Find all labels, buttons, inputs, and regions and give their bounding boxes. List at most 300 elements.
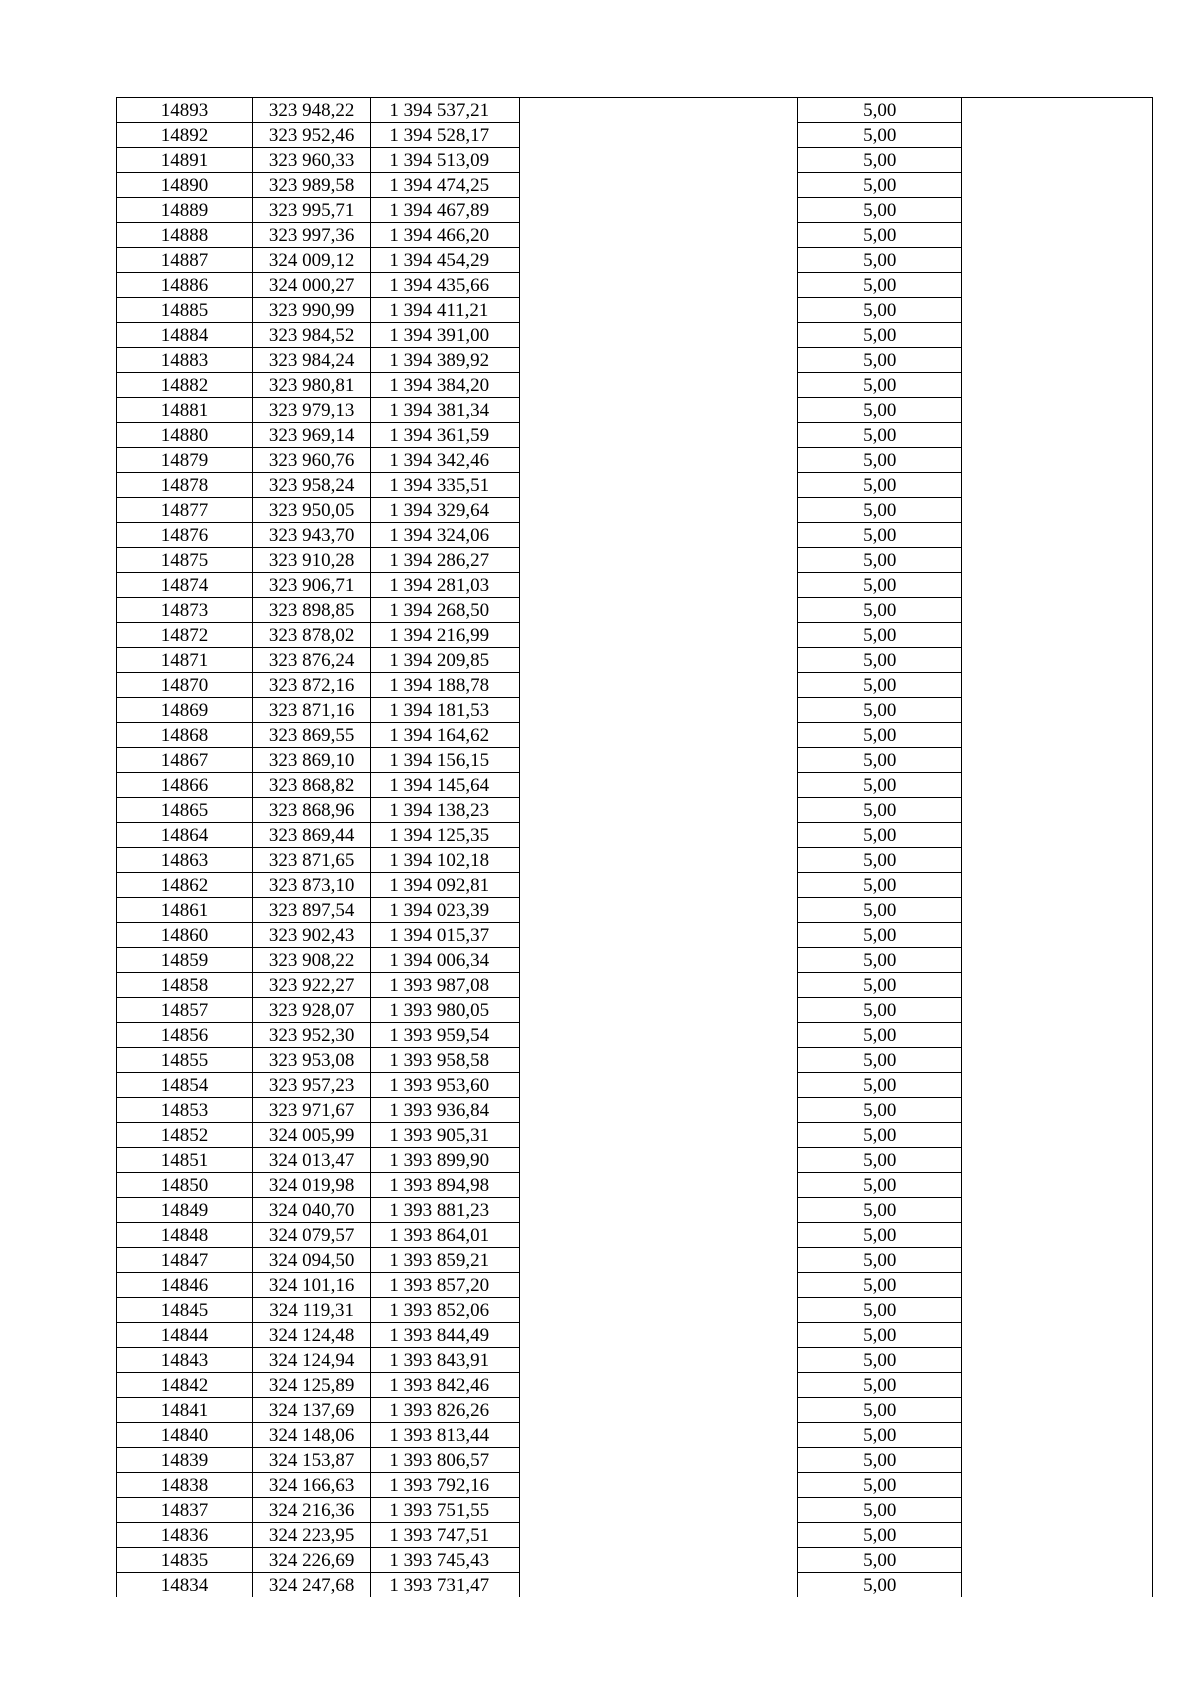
- point-id-cell: 14884: [117, 323, 253, 348]
- empty-cell: [961, 548, 1152, 573]
- empty-cell: [519, 1048, 798, 1073]
- table-row: [117, 198, 1153, 223]
- value-cell: 5,00: [798, 473, 961, 498]
- point-id-cell: 14834: [117, 1573, 253, 1598]
- y-coordinate-cell: 1 393 731,47: [371, 1573, 519, 1598]
- point-id-cell: 14865: [117, 798, 253, 823]
- x-coordinate-cell: 324 153,87: [252, 1448, 371, 1473]
- point-id-cell: 14857: [117, 998, 253, 1023]
- x-coordinate-cell: 323 876,24: [252, 648, 371, 673]
- x-coordinate-cell: 323 868,96: [252, 798, 371, 823]
- value-cell: 5,00: [798, 248, 961, 273]
- empty-cell: [961, 1123, 1152, 1148]
- y-coordinate-cell: 1 394 384,20: [371, 373, 519, 398]
- x-coordinate-cell: 324 009,12: [252, 248, 371, 273]
- table-row: [117, 1448, 1153, 1473]
- value-cell: 5,00: [798, 1173, 961, 1198]
- y-coordinate-cell: 1 394 015,37: [371, 923, 519, 948]
- y-coordinate-cell: 1 394 329,64: [371, 498, 519, 523]
- value-cell: 5,00: [798, 848, 961, 873]
- empty-cell: [519, 223, 798, 248]
- empty-cell: [519, 348, 798, 373]
- empty-cell: [519, 1423, 798, 1448]
- point-id-cell: 14863: [117, 848, 253, 873]
- value-cell: 5,00: [798, 773, 961, 798]
- table-row: [117, 698, 1153, 723]
- empty-cell: [961, 173, 1152, 198]
- x-coordinate-cell: 324 223,95: [252, 1523, 371, 1548]
- y-coordinate-cell: 1 394 411,21: [371, 298, 519, 323]
- point-id-cell: 14874: [117, 573, 253, 598]
- x-coordinate-cell: 323 950,05: [252, 498, 371, 523]
- empty-cell: [961, 373, 1152, 398]
- point-id-cell: 14848: [117, 1223, 253, 1248]
- point-id-cell: 14861: [117, 898, 253, 923]
- y-coordinate-cell: 1 393 953,60: [371, 1073, 519, 1098]
- empty-cell: [519, 623, 798, 648]
- empty-cell: [961, 598, 1152, 623]
- empty-cell: [519, 1198, 798, 1223]
- value-cell: 5,00: [798, 398, 961, 423]
- table-row: [117, 398, 1153, 423]
- y-coordinate-cell: 1 394 391,00: [371, 323, 519, 348]
- value-cell: 5,00: [798, 948, 961, 973]
- point-id-cell: 14888: [117, 223, 253, 248]
- value-cell: 5,00: [798, 1448, 961, 1473]
- empty-cell: [961, 798, 1152, 823]
- empty-cell: [961, 723, 1152, 748]
- point-id-cell: 14893: [117, 98, 253, 123]
- table-row: [117, 498, 1153, 523]
- empty-cell: [961, 823, 1152, 848]
- table-row: [117, 248, 1153, 273]
- table-row: [117, 623, 1153, 648]
- empty-cell: [519, 1548, 798, 1573]
- x-coordinate-cell: 323 906,71: [252, 573, 371, 598]
- point-id-cell: 14871: [117, 648, 253, 673]
- value-cell: 5,00: [798, 973, 961, 998]
- empty-cell: [961, 673, 1152, 698]
- empty-cell: [519, 798, 798, 823]
- table-row: [117, 298, 1153, 323]
- value-cell: 5,00: [798, 423, 961, 448]
- value-cell: 5,00: [798, 673, 961, 698]
- point-id-cell: 14839: [117, 1448, 253, 1473]
- table-row: [117, 723, 1153, 748]
- value-cell: 5,00: [798, 173, 961, 198]
- empty-cell: [961, 523, 1152, 548]
- value-cell: 5,00: [798, 573, 961, 598]
- empty-cell: [519, 1173, 798, 1198]
- empty-cell: [519, 498, 798, 523]
- y-coordinate-cell: 1 394 381,34: [371, 398, 519, 423]
- value-cell: 5,00: [798, 298, 961, 323]
- table-row: [117, 1498, 1153, 1523]
- empty-cell: [519, 1473, 798, 1498]
- x-coordinate-cell: 323 960,76: [252, 448, 371, 473]
- x-coordinate-cell: 324 124,94: [252, 1348, 371, 1373]
- point-id-cell: 14851: [117, 1148, 253, 1173]
- table-row: [117, 998, 1153, 1023]
- x-coordinate-cell: 323 868,82: [252, 773, 371, 798]
- empty-cell: [961, 448, 1152, 473]
- empty-cell: [961, 1473, 1152, 1498]
- x-coordinate-cell: 324 094,50: [252, 1248, 371, 1273]
- y-coordinate-cell: 1 394 467,89: [371, 198, 519, 223]
- empty-cell: [519, 748, 798, 773]
- empty-cell: [961, 1198, 1152, 1223]
- table-row: [117, 1373, 1153, 1398]
- value-cell: 5,00: [798, 1198, 961, 1223]
- point-id-cell: 14853: [117, 1098, 253, 1123]
- y-coordinate-cell: 1 394 281,03: [371, 573, 519, 598]
- x-coordinate-cell: 323 971,67: [252, 1098, 371, 1123]
- table-row: [117, 323, 1153, 348]
- empty-cell: [519, 1098, 798, 1123]
- empty-cell: [961, 398, 1152, 423]
- x-coordinate-cell: 323 989,58: [252, 173, 371, 198]
- y-coordinate-cell: 1 393 905,31: [371, 1123, 519, 1148]
- empty-cell: [961, 573, 1152, 598]
- table-row: [117, 473, 1153, 498]
- empty-cell: [961, 348, 1152, 373]
- table-row: [117, 1273, 1153, 1298]
- point-id-cell: 14892: [117, 123, 253, 148]
- empty-cell: [961, 1098, 1152, 1123]
- x-coordinate-cell: 323 922,27: [252, 973, 371, 998]
- empty-cell: [519, 1398, 798, 1423]
- table-row: [117, 923, 1153, 948]
- table-body: [117, 98, 1153, 1598]
- value-cell: 5,00: [798, 1523, 961, 1548]
- y-coordinate-cell: 1 394 389,92: [371, 348, 519, 373]
- empty-cell: [961, 1348, 1152, 1373]
- x-coordinate-cell: 323 960,33: [252, 148, 371, 173]
- value-cell: 5,00: [798, 548, 961, 573]
- value-cell: 5,00: [798, 1573, 961, 1598]
- empty-cell: [519, 1373, 798, 1398]
- point-id-cell: 14845: [117, 1298, 253, 1323]
- table-row: [117, 373, 1153, 398]
- empty-cell: [961, 1073, 1152, 1098]
- empty-cell: [961, 1373, 1152, 1398]
- empty-cell: [961, 148, 1152, 173]
- table-row: [117, 873, 1153, 898]
- table-row: [117, 1173, 1153, 1198]
- x-coordinate-cell: 323 984,24: [252, 348, 371, 373]
- y-coordinate-cell: 1 394 188,78: [371, 673, 519, 698]
- empty-cell: [519, 148, 798, 173]
- x-coordinate-cell: 323 869,44: [252, 823, 371, 848]
- value-cell: 5,00: [798, 323, 961, 348]
- empty-cell: [961, 1523, 1152, 1548]
- x-coordinate-cell: 324 019,98: [252, 1173, 371, 1198]
- table-row: [117, 898, 1153, 923]
- x-coordinate-cell: 323 910,28: [252, 548, 371, 573]
- x-coordinate-cell: 324 079,57: [252, 1223, 371, 1248]
- y-coordinate-cell: 1 393 826,26: [371, 1398, 519, 1423]
- point-id-cell: 14880: [117, 423, 253, 448]
- y-coordinate-cell: 1 394 537,21: [371, 98, 519, 123]
- point-id-cell: 14872: [117, 623, 253, 648]
- empty-cell: [519, 1573, 798, 1598]
- empty-cell: [961, 923, 1152, 948]
- x-coordinate-cell: 323 958,24: [252, 473, 371, 498]
- x-coordinate-cell: 323 980,81: [252, 373, 371, 398]
- empty-cell: [961, 748, 1152, 773]
- empty-cell: [961, 1498, 1152, 1523]
- value-cell: 5,00: [798, 1398, 961, 1423]
- y-coordinate-cell: 1 394 125,35: [371, 823, 519, 848]
- y-coordinate-cell: 1 394 023,39: [371, 898, 519, 923]
- y-coordinate-cell: 1 394 528,17: [371, 123, 519, 148]
- x-coordinate-cell: 324 013,47: [252, 1148, 371, 1173]
- empty-cell: [519, 373, 798, 398]
- point-id-cell: 14889: [117, 198, 253, 223]
- empty-cell: [519, 998, 798, 1023]
- value-cell: 5,00: [798, 998, 961, 1023]
- x-coordinate-cell: 323 952,30: [252, 1023, 371, 1048]
- value-cell: 5,00: [798, 1023, 961, 1048]
- y-coordinate-cell: 1 393 899,90: [371, 1148, 519, 1173]
- x-coordinate-cell: 324 137,69: [252, 1398, 371, 1423]
- value-cell: 5,00: [798, 1423, 961, 1448]
- value-cell: 5,00: [798, 1473, 961, 1498]
- x-coordinate-cell: 323 979,13: [252, 398, 371, 423]
- point-id-cell: 14858: [117, 973, 253, 998]
- empty-cell: [961, 773, 1152, 798]
- y-coordinate-cell: 1 394 138,23: [371, 798, 519, 823]
- y-coordinate-cell: 1 393 881,23: [371, 1198, 519, 1223]
- y-coordinate-cell: 1 394 209,85: [371, 648, 519, 673]
- x-coordinate-cell: 324 124,48: [252, 1323, 371, 1348]
- point-id-cell: 14854: [117, 1073, 253, 1098]
- empty-cell: [961, 1148, 1152, 1173]
- x-coordinate-cell: 323 969,14: [252, 423, 371, 448]
- value-cell: 5,00: [798, 873, 961, 898]
- table-row: [117, 748, 1153, 773]
- empty-cell: [519, 923, 798, 948]
- y-coordinate-cell: 1 394 286,27: [371, 548, 519, 573]
- empty-cell: [519, 123, 798, 148]
- table-row: [117, 273, 1153, 298]
- y-coordinate-cell: 1 393 792,16: [371, 1473, 519, 1498]
- table-row: [117, 673, 1153, 698]
- y-coordinate-cell: 1 393 894,98: [371, 1173, 519, 1198]
- empty-cell: [961, 873, 1152, 898]
- value-cell: 5,00: [798, 1048, 961, 1073]
- table-row: [117, 1473, 1153, 1498]
- table-row: [117, 598, 1153, 623]
- value-cell: 5,00: [798, 1348, 961, 1373]
- point-id-cell: 14887: [117, 248, 253, 273]
- empty-cell: [961, 973, 1152, 998]
- point-id-cell: 14878: [117, 473, 253, 498]
- table-row: [117, 1573, 1153, 1598]
- empty-cell: [519, 1148, 798, 1173]
- table-row: [117, 148, 1153, 173]
- empty-cell: [519, 398, 798, 423]
- empty-cell: [961, 698, 1152, 723]
- value-cell: 5,00: [798, 523, 961, 548]
- empty-cell: [961, 1423, 1152, 1448]
- point-id-cell: 14842: [117, 1373, 253, 1398]
- x-coordinate-cell: 324 000,27: [252, 273, 371, 298]
- table-row: [117, 1348, 1153, 1373]
- point-id-cell: 14836: [117, 1523, 253, 1548]
- empty-cell: [519, 198, 798, 223]
- empty-cell: [519, 1248, 798, 1273]
- y-coordinate-cell: 1 393 857,20: [371, 1273, 519, 1298]
- table-row: [117, 123, 1153, 148]
- point-id-cell: 14876: [117, 523, 253, 548]
- x-coordinate-cell: 323 898,85: [252, 598, 371, 623]
- table-row: [117, 798, 1153, 823]
- x-coordinate-cell: 323 878,02: [252, 623, 371, 648]
- point-id-cell: 14847: [117, 1248, 253, 1273]
- empty-cell: [519, 598, 798, 623]
- table-row: [117, 1198, 1153, 1223]
- table-row: [117, 98, 1153, 123]
- x-coordinate-cell: 323 871,65: [252, 848, 371, 873]
- empty-cell: [961, 273, 1152, 298]
- table-row: [117, 823, 1153, 848]
- value-cell: 5,00: [798, 348, 961, 373]
- x-coordinate-cell: 323 957,23: [252, 1073, 371, 1098]
- empty-cell: [519, 548, 798, 573]
- point-id-cell: 14866: [117, 773, 253, 798]
- y-coordinate-cell: 1 393 813,44: [371, 1423, 519, 1448]
- table-row: [117, 1323, 1153, 1348]
- y-coordinate-cell: 1 393 959,54: [371, 1023, 519, 1048]
- empty-cell: [961, 473, 1152, 498]
- point-id-cell: 14860: [117, 923, 253, 948]
- y-coordinate-cell: 1 393 864,01: [371, 1223, 519, 1248]
- point-id-cell: 14859: [117, 948, 253, 973]
- empty-cell: [961, 248, 1152, 273]
- empty-cell: [519, 1073, 798, 1098]
- empty-cell: [519, 298, 798, 323]
- x-coordinate-cell: 324 166,63: [252, 1473, 371, 1498]
- point-id-cell: 14870: [117, 673, 253, 698]
- empty-cell: [961, 1273, 1152, 1298]
- y-coordinate-cell: 1 394 474,25: [371, 173, 519, 198]
- y-coordinate-cell: 1 393 987,08: [371, 973, 519, 998]
- y-coordinate-cell: 1 393 844,49: [371, 1323, 519, 1348]
- y-coordinate-cell: 1 394 145,64: [371, 773, 519, 798]
- value-cell: 5,00: [798, 648, 961, 673]
- point-id-cell: 14855: [117, 1048, 253, 1073]
- point-id-cell: 14841: [117, 1398, 253, 1423]
- empty-cell: [519, 273, 798, 298]
- value-cell: 5,00: [798, 1123, 961, 1148]
- x-coordinate-cell: 323 873,10: [252, 873, 371, 898]
- empty-cell: [519, 723, 798, 748]
- point-id-cell: 14850: [117, 1173, 253, 1198]
- empty-cell: [519, 873, 798, 898]
- empty-cell: [961, 98, 1152, 123]
- empty-cell: [519, 1273, 798, 1298]
- point-id-cell: 14856: [117, 1023, 253, 1048]
- x-coordinate-cell: 324 125,89: [252, 1373, 371, 1398]
- y-coordinate-cell: 1 394 164,62: [371, 723, 519, 748]
- empty-cell: [519, 848, 798, 873]
- x-coordinate-cell: 323 869,55: [252, 723, 371, 748]
- empty-cell: [961, 1223, 1152, 1248]
- table-row: [117, 1298, 1153, 1323]
- empty-cell: [519, 473, 798, 498]
- value-cell: 5,00: [798, 498, 961, 523]
- empty-cell: [961, 423, 1152, 448]
- value-cell: 5,00: [798, 1498, 961, 1523]
- empty-cell: [519, 1023, 798, 1048]
- empty-cell: [519, 1498, 798, 1523]
- empty-cell: [519, 573, 798, 598]
- table-row: [117, 523, 1153, 548]
- y-coordinate-cell: 1 394 216,99: [371, 623, 519, 648]
- x-coordinate-cell: 323 872,16: [252, 673, 371, 698]
- value-cell: 5,00: [798, 1223, 961, 1248]
- empty-cell: [519, 773, 798, 798]
- table-row: [117, 1098, 1153, 1123]
- empty-cell: [961, 1023, 1152, 1048]
- point-id-cell: 14846: [117, 1273, 253, 1298]
- x-coordinate-cell: 324 226,69: [252, 1548, 371, 1573]
- y-coordinate-cell: 1 394 342,46: [371, 448, 519, 473]
- point-id-cell: 14849: [117, 1198, 253, 1223]
- empty-cell: [519, 173, 798, 198]
- empty-cell: [519, 323, 798, 348]
- empty-cell: [961, 1448, 1152, 1473]
- point-id-cell: 14886: [117, 273, 253, 298]
- value-cell: 5,00: [798, 698, 961, 723]
- y-coordinate-cell: 1 394 361,59: [371, 423, 519, 448]
- empty-cell: [961, 123, 1152, 148]
- y-coordinate-cell: 1 393 852,06: [371, 1298, 519, 1323]
- table-row: [117, 548, 1153, 573]
- x-coordinate-cell: 323 908,22: [252, 948, 371, 973]
- y-coordinate-cell: 1 394 335,51: [371, 473, 519, 498]
- y-coordinate-cell: 1 394 324,06: [371, 523, 519, 548]
- table-row: [117, 773, 1153, 798]
- x-coordinate-cell: 324 247,68: [252, 1573, 371, 1598]
- empty-cell: [519, 98, 798, 123]
- empty-cell: [519, 1523, 798, 1548]
- value-cell: 5,00: [798, 448, 961, 473]
- point-id-cell: 14881: [117, 398, 253, 423]
- empty-cell: [519, 673, 798, 698]
- x-coordinate-cell: 323 871,16: [252, 698, 371, 723]
- point-id-cell: 14864: [117, 823, 253, 848]
- point-id-cell: 14873: [117, 598, 253, 623]
- value-cell: 5,00: [798, 148, 961, 173]
- value-cell: 5,00: [798, 923, 961, 948]
- table-row: [117, 973, 1153, 998]
- point-id-cell: 14882: [117, 373, 253, 398]
- table-row: [117, 1398, 1153, 1423]
- y-coordinate-cell: 1 394 156,15: [371, 748, 519, 773]
- value-cell: 5,00: [798, 898, 961, 923]
- empty-cell: [961, 1048, 1152, 1073]
- table-row: [117, 1423, 1153, 1448]
- point-id-cell: 14843: [117, 1348, 253, 1373]
- empty-cell: [961, 848, 1152, 873]
- table-row: [117, 948, 1153, 973]
- point-id-cell: 14869: [117, 698, 253, 723]
- table-row: [117, 1023, 1153, 1048]
- value-cell: 5,00: [798, 1073, 961, 1098]
- value-cell: 5,00: [798, 198, 961, 223]
